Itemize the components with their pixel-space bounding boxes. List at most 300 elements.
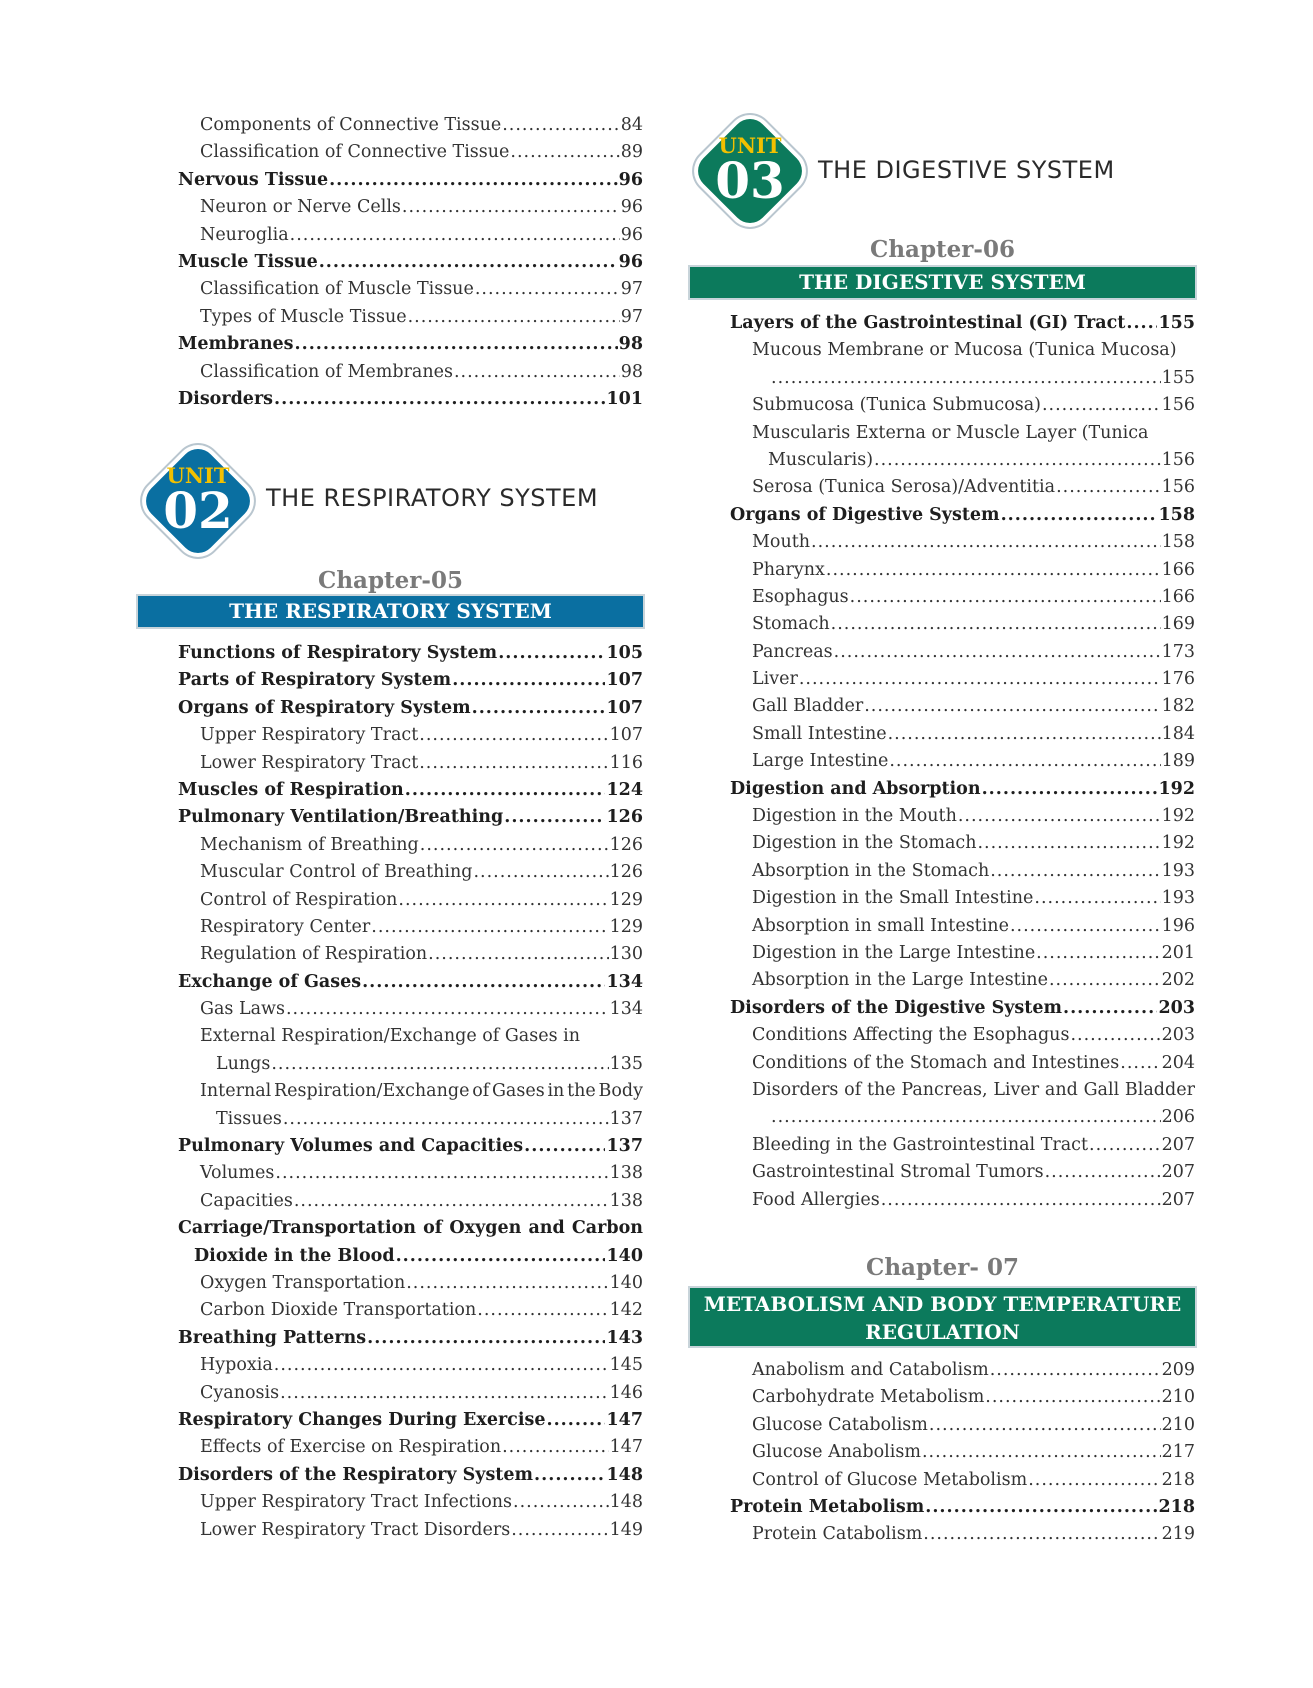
toc-leader-dots — [1089, 1132, 1161, 1159]
toc-leader-dots — [452, 667, 605, 694]
toc-leader-dots — [274, 386, 605, 413]
toc-page-number: 146 — [609, 1382, 643, 1403]
toc-leader-dots — [1034, 885, 1160, 912]
toc-page-number: 218 — [1158, 1496, 1195, 1517]
toc-entry[interactable] — [178, 1352, 643, 1379]
toc-entry[interactable] — [730, 967, 1195, 994]
toc-leader-dots — [985, 1384, 1160, 1411]
toc-entry-title: Respiratory Changes During Exercise — [178, 1409, 546, 1430]
toc-entry-title: Muscular Control of Breathing — [200, 862, 473, 883]
unit-title: THE DIGESTIVE SYSTEM — [818, 156, 1115, 184]
toc-entry-title: Upper Respiratory Tract Infections — [200, 1492, 513, 1513]
toc-entry-title: Digestion and Absorption — [730, 778, 981, 799]
toc-entry[interactable] — [730, 1187, 1195, 1214]
toc-entry[interactable] — [178, 1106, 643, 1133]
toc-leader-dots — [982, 776, 1158, 803]
toc-entry-title: Capacities — [200, 1190, 293, 1211]
toc-page-number: 149 — [609, 1519, 643, 1540]
toc-entry[interactable] — [178, 167, 643, 194]
toc-entry[interactable] — [178, 1160, 643, 1187]
toc-entry-title: Muscularis) — [768, 449, 874, 470]
toc-entry-title: Volumes — [200, 1163, 275, 1184]
toc-word: Liver — [993, 1079, 1040, 1100]
toc-entry-title: Pancreas — [752, 641, 833, 662]
toc-entry[interactable] — [730, 1104, 1195, 1131]
toc-leader-dots — [367, 1325, 605, 1352]
toc-leader-dots — [546, 1407, 605, 1434]
toc-list-unit01-tail — [178, 112, 643, 413]
toc-page-number: 166 — [1161, 559, 1195, 580]
toc-page-number: 148 — [609, 1492, 643, 1513]
toc-entry[interactable] — [178, 1462, 643, 1489]
toc-entry-title: Classification of Connective Tissue — [200, 142, 510, 163]
toc-page-number: 210 — [1161, 1387, 1195, 1408]
toc-page-number: 217 — [1161, 1442, 1195, 1463]
toc-entry[interactable] — [178, 667, 643, 694]
toc-entry[interactable] — [730, 611, 1195, 638]
toc-page-number: 176 — [1161, 669, 1195, 690]
toc-word: Gases — [491, 1081, 545, 1102]
toc-leader-dots — [990, 1357, 1161, 1384]
toc-leader-dots — [329, 167, 618, 194]
toc-page-number: 193 — [1161, 860, 1195, 881]
toc-list-chapter05 — [178, 640, 643, 1544]
toc-entry-title: Lower Respiratory Tract — [200, 752, 419, 773]
toc-page-number: 156 — [1161, 449, 1195, 470]
toc-entry[interactable] — [730, 365, 1195, 392]
toc-entry[interactable] — [178, 139, 643, 166]
toc-entry-title: Stomach — [752, 614, 830, 635]
toc-entry-title: Absorption in small Intestine — [752, 915, 1009, 936]
toc-entry[interactable] — [730, 1077, 1195, 1104]
unit-number: 03 — [715, 151, 785, 210]
toc-entry[interactable] — [178, 969, 643, 996]
toc-page-number: 96 — [620, 197, 643, 218]
toc-entry[interactable] — [730, 748, 1195, 775]
toc-leader-dots — [923, 1521, 1160, 1548]
toc-leader-dots — [1056, 474, 1161, 501]
toc-word: in — [547, 1081, 565, 1102]
toc-word: the — [866, 1079, 896, 1100]
toc-entry[interactable] — [730, 940, 1195, 967]
toc-leader-dots — [958, 803, 1161, 830]
toc-leader-dots — [502, 112, 619, 139]
toc-entry[interactable] — [730, 639, 1195, 666]
toc-entry[interactable] — [730, 1521, 1195, 1548]
toc-page-number: 137 — [606, 1136, 643, 1157]
toc-entry[interactable] — [178, 1407, 643, 1434]
toc-entry[interactable] — [178, 887, 643, 914]
toc-leader-dots — [1049, 967, 1161, 994]
toc-entry-title: Digestion in the Large Intestine — [752, 942, 1036, 963]
toc-entry-title: Mucous Membrane or Mucosa (Tunica Mucosa) — [752, 340, 1177, 361]
toc-entry-title: Small Intestine — [752, 723, 887, 744]
toc-entry-title — [200, 1078, 643, 1105]
toc-entry-title: Protein Metabolism — [730, 1496, 925, 1517]
toc-page-number: 129 — [609, 889, 643, 910]
toc-entry[interactable] — [178, 914, 643, 941]
toc-entry[interactable] — [178, 695, 643, 722]
toc-leader-dots — [405, 777, 606, 804]
toc-leader-dots — [977, 830, 1160, 857]
toc-word: Gall — [1083, 1079, 1120, 1100]
toc-entry[interactable] — [178, 1023, 643, 1050]
chapter-label: Chapter-05 — [318, 567, 463, 594]
toc-leader-dots — [362, 969, 605, 996]
chapter-title-bar: THE DIGESTIVE SYSTEM — [690, 267, 1195, 298]
toc-page-number: 193 — [1161, 888, 1195, 909]
toc-entry-title: Gas Laws — [200, 999, 285, 1020]
toc-leader-dots — [1070, 1022, 1160, 1049]
toc-entry[interactable] — [730, 529, 1195, 556]
toc-leader-dots — [420, 832, 609, 859]
unit-title: THE RESPIRATORY SYSTEM — [266, 484, 599, 512]
toc-leader-dots — [294, 1188, 609, 1215]
toc-entry[interactable] — [730, 447, 1195, 474]
toc-page-number: 202 — [1161, 970, 1195, 991]
toc-leader-dots — [990, 858, 1160, 885]
toc-entry[interactable] — [178, 804, 643, 831]
toc-entry[interactable] — [178, 359, 643, 386]
toc-entry[interactable] — [730, 666, 1195, 693]
toc-page-number: 206 — [1161, 1107, 1195, 1128]
toc-entry-title: Dioxide in the Blood — [194, 1245, 395, 1266]
toc-page-number: 124 — [606, 779, 643, 800]
toc-leader-dots — [511, 1517, 608, 1544]
toc-entry[interactable] — [730, 474, 1195, 501]
toc-page-number: 107 — [609, 725, 643, 746]
toc-entry[interactable] — [730, 995, 1195, 1022]
toc-entry-title — [178, 1215, 643, 1242]
toc-page-number: 126 — [609, 862, 643, 883]
toc-page-number: 101 — [606, 388, 643, 409]
toc-entry-title: Digestion in the Stomach — [752, 833, 977, 854]
toc-entry-title: Large Intestine — [752, 751, 889, 772]
toc-entry[interactable] — [730, 584, 1195, 611]
toc-entry-title: Absorption in the Large Intestine — [752, 970, 1048, 991]
toc-word: Internal — [200, 1081, 272, 1102]
toc-entry-title: Carbon Dioxide Transportation — [200, 1300, 477, 1321]
toc-page-number: 126 — [609, 834, 643, 855]
toc-leader-dots — [477, 1297, 608, 1324]
toc-page-number: 158 — [1158, 504, 1195, 525]
toc-entry[interactable] — [178, 1297, 643, 1324]
toc-leader-dots — [534, 1462, 605, 1489]
toc-entry[interactable] — [178, 1380, 643, 1407]
toc-page-number: 196 — [1161, 915, 1195, 936]
toc-entry[interactable] — [178, 722, 643, 749]
toc-entry-title: Mechanism of Breathing — [200, 834, 419, 855]
toc-entry[interactable] — [730, 557, 1195, 584]
toc-entry-title: Neuron or Nerve Cells — [200, 197, 401, 218]
toc-leader-dots — [864, 693, 1160, 720]
toc-page-number: 155 — [1161, 367, 1195, 388]
toc-entry-title: Glucose Anabolism — [752, 1442, 921, 1463]
toc-leader-dots — [472, 695, 606, 722]
toc-entry[interactable] — [178, 1133, 643, 1160]
toc-entry-title: Regulation of Respiration — [200, 944, 428, 965]
toc-page-number: 192 — [1158, 778, 1195, 799]
toc-page-number: 140 — [609, 1272, 643, 1293]
toc-entry[interactable] — [730, 310, 1195, 337]
toc-entry[interactable] — [178, 304, 643, 331]
toc-leader-dots — [1042, 392, 1161, 419]
toc-entry-title: Anabolism and Catabolism — [752, 1360, 989, 1380]
toc-page-number: 156 — [1161, 477, 1195, 498]
toc-word: Pancreas, — [901, 1079, 988, 1100]
toc-entry[interactable] — [730, 830, 1195, 857]
toc-leader-dots — [925, 1494, 1157, 1521]
toc-page-number: 148 — [606, 1464, 643, 1485]
toc-entry[interactable] — [178, 112, 643, 139]
toc-entry-title: Respiratory Center — [200, 916, 371, 937]
toc-leader-dots — [286, 996, 609, 1023]
toc-leader-dots — [280, 1380, 609, 1407]
toc-leader-dots — [513, 1489, 609, 1516]
toc-entry-title: Digestion in the Mouth — [752, 806, 957, 827]
chapter-title-line: METABOLISM AND BODY TEMPERATURE — [703, 1292, 1182, 1316]
toc-page-number: 147 — [609, 1437, 643, 1458]
toc-list-chapter07 — [730, 1357, 1195, 1549]
toc-entry-title: Digestion in the Small Intestine — [752, 888, 1034, 909]
toc-leader-dots — [274, 1352, 609, 1379]
toc-word: Carbon — [571, 1218, 643, 1239]
toc-page-number: 147 — [606, 1409, 643, 1430]
toc-entry-title: Organs of Digestive System — [730, 504, 1000, 525]
toc-entry[interactable] — [730, 420, 1195, 447]
toc-entry[interactable] — [178, 1243, 643, 1270]
toc-page-number: 107 — [606, 670, 643, 691]
toc-entry-title: Lower Respiratory Tract Disorders — [200, 1519, 511, 1540]
toc-entry-title: Functions of Respiratory System — [178, 643, 498, 663]
toc-entry[interactable] — [730, 337, 1195, 364]
toc-entry-title: Layers of the Gastrointestinal (GI) Tract — [730, 313, 1126, 333]
toc-entry[interactable] — [178, 1434, 643, 1461]
toc-entry-title: Disorders of the Respiratory System — [178, 1464, 534, 1485]
toc-entry-title: Nervous Tissue — [178, 169, 329, 190]
toc-entry[interactable] — [730, 1357, 1195, 1384]
toc-entry[interactable] — [178, 1325, 643, 1352]
toc-entry[interactable] — [730, 1050, 1195, 1077]
toc-entry[interactable] — [178, 859, 643, 886]
toc-leader-dots — [319, 249, 618, 276]
toc-page-number: 192 — [1161, 806, 1195, 827]
toc-entry[interactable] — [730, 1384, 1195, 1411]
toc-entry[interactable] — [178, 331, 643, 358]
toc-entry-title: Mouth — [752, 532, 811, 553]
toc-entry[interactable] — [178, 750, 643, 777]
toc-entry[interactable] — [730, 392, 1195, 419]
toc-entry[interactable] — [730, 1132, 1195, 1159]
toc-page-number: 137 — [609, 1108, 643, 1129]
toc-entry-title: Effects of Exercise on Respiration — [200, 1437, 502, 1458]
toc-page-number: 126 — [606, 807, 643, 828]
toc-entry[interactable] — [730, 1159, 1195, 1186]
toc-page-number: 166 — [1161, 586, 1195, 607]
toc-entry[interactable] — [178, 1517, 643, 1544]
toc-entry-title: Conditions of the Stomach and Intestines — [752, 1052, 1120, 1073]
toc-page-number: 96 — [620, 224, 643, 245]
toc-page-number: 219 — [1161, 1524, 1195, 1545]
toc-entry[interactable] — [730, 1467, 1195, 1494]
toc-entry-title: Lungs — [216, 1053, 271, 1074]
toc-entry[interactable] — [730, 1412, 1195, 1439]
toc-entry[interactable] — [178, 1188, 643, 1215]
toc-entry-title: Pharynx — [752, 559, 825, 580]
toc-page-number: 130 — [609, 944, 643, 965]
unit-number: 02 — [163, 481, 233, 540]
toc-entry-title: Classification of Membranes — [200, 361, 453, 382]
toc-entry-title: Protein Catabolism — [752, 1524, 923, 1545]
toc-word: and — [528, 1218, 565, 1239]
toc-entry[interactable] — [730, 693, 1195, 720]
toc-leader-dots — [402, 194, 620, 221]
toc-entry[interactable] — [178, 832, 643, 859]
toc-leader-dots — [1045, 1159, 1161, 1186]
toc-entry-title: Muscle Tissue — [178, 251, 318, 272]
toc-entry-title: Hypoxia — [200, 1355, 273, 1376]
toc-leader-dots — [874, 447, 1161, 474]
chapter-label: Chapter- 07 — [866, 1254, 1019, 1281]
toc-leader-dots — [1120, 1050, 1160, 1077]
toc-entry-title: Neuroglia — [200, 224, 289, 245]
toc-word: Bladder — [1124, 1079, 1195, 1100]
toc-entry[interactable] — [178, 996, 643, 1023]
toc-page-number: 155 — [1158, 313, 1195, 333]
chapter-label: Chapter-06 — [870, 236, 1015, 263]
toc-leader-dots — [1028, 1467, 1160, 1494]
toc-leader-dots — [889, 748, 1160, 775]
toc-entry[interactable] — [178, 777, 643, 804]
toc-entry[interactable] — [730, 721, 1195, 748]
toc-entry-title: Absorption in the Stomach — [752, 860, 990, 881]
toc-entry[interactable] — [178, 276, 643, 303]
toc-entry-title: Cyanosis — [200, 1382, 280, 1403]
toc-page-number: 201 — [1161, 942, 1195, 963]
toc-page-number: 207 — [1161, 1162, 1195, 1183]
toc-entry-title: Esophagus — [752, 586, 849, 607]
toc-page-number: 207 — [1161, 1134, 1195, 1155]
toc-page-number: 116 — [609, 752, 643, 773]
toc-entry[interactable] — [730, 1494, 1195, 1521]
toc-entry-title: Organs of Respiratory System — [178, 697, 471, 718]
toc-page-number: 98 — [620, 361, 643, 382]
toc-entry[interactable] — [730, 913, 1195, 940]
toc-leader-dots — [504, 804, 605, 831]
toc-entry[interactable] — [178, 1270, 643, 1297]
toc-entry-title: Classification of Muscle Tissue — [200, 279, 474, 300]
toc-entry-title — [752, 1077, 1195, 1104]
toc-leader-dots — [1001, 502, 1158, 529]
toc-leader-dots — [881, 1187, 1161, 1214]
toc-entry[interactable] — [178, 1215, 643, 1242]
toc-page-number: 107 — [606, 697, 643, 718]
toc-leader-dots — [831, 611, 1161, 638]
unit-label: UNIT — [718, 133, 782, 158]
toc-leader-dots — [475, 276, 620, 303]
toc-page-number: 189 — [1161, 751, 1195, 772]
toc-page-number: 105 — [606, 643, 643, 663]
toc-word: of — [844, 1079, 862, 1100]
toc-entry[interactable] — [730, 885, 1195, 912]
toc-page-number: 96 — [618, 169, 643, 190]
toc-entry-title: Bleeding in the Gastrointestinal Tract — [752, 1134, 1089, 1155]
toc-entry[interactable] — [178, 222, 643, 249]
toc-leader-dots — [406, 1270, 608, 1297]
toc-leader-dots — [929, 1412, 1161, 1439]
toc-entry[interactable] — [178, 640, 643, 667]
toc-page-number: 134 — [606, 971, 643, 992]
toc-page-number: 134 — [609, 999, 643, 1020]
toc-entry[interactable] — [730, 858, 1195, 885]
toc-leader-dots — [834, 639, 1161, 666]
toc-word: Respiration/Exchange — [274, 1081, 470, 1102]
toc-entry[interactable] — [730, 502, 1195, 529]
toc-entry[interactable] — [730, 803, 1195, 830]
toc-page-number: 98 — [618, 334, 643, 355]
toc-entry[interactable] — [178, 1051, 643, 1078]
toc-entry[interactable] — [730, 1022, 1195, 1049]
toc-word: the — [567, 1081, 596, 1102]
toc-word: and — [1044, 1079, 1078, 1100]
toc-leader-dots — [398, 887, 608, 914]
toc-entry[interactable] — [730, 776, 1195, 803]
toc-leader-dots — [295, 331, 618, 358]
toc-entry-title: Tissues — [216, 1108, 282, 1129]
toc-leader-dots — [428, 941, 608, 968]
toc-page-number: 84 — [620, 115, 643, 135]
toc-entry-title: Glucose Catabolism — [752, 1414, 928, 1435]
toc-word: of — [423, 1218, 443, 1239]
unit-label: UNIT — [166, 463, 230, 488]
toc-entry[interactable] — [178, 194, 643, 221]
toc-entry-title: Components of Connective Tissue — [200, 115, 502, 135]
toc-page-number: 184 — [1161, 723, 1195, 744]
toc-page-number: 209 — [1161, 1360, 1195, 1380]
toc-entry-title: Breathing Patterns — [178, 1327, 367, 1348]
toc-page-number: 218 — [1161, 1469, 1195, 1490]
toc-entry[interactable] — [178, 1078, 643, 1105]
toc-entry-title: Muscles of Respiration — [178, 779, 404, 800]
chapter-title-bar: THE RESPIRATORY SYSTEM — [138, 596, 643, 627]
toc-page-number: 89 — [620, 142, 643, 163]
toc-leader-dots — [771, 1104, 1161, 1131]
toc-entry-title: Control of Respiration — [200, 889, 398, 910]
toc-entry[interactable] — [178, 249, 643, 276]
toc-entry[interactable] — [178, 941, 643, 968]
toc-page-number: 192 — [1161, 833, 1195, 854]
toc-leader-dots — [275, 1160, 608, 1187]
toc-entry[interactable] — [178, 386, 643, 413]
toc-leader-dots — [498, 640, 605, 667]
toc-page-number: 97 — [620, 279, 643, 300]
toc-entry-title: Membranes — [178, 334, 294, 355]
toc-leader-dots — [454, 359, 620, 386]
toc-word: Carriage/Transportation — [178, 1218, 417, 1239]
toc-entry[interactable] — [178, 1489, 643, 1516]
toc-entry-title: Disorders — [178, 388, 274, 409]
toc-leader-dots — [271, 1051, 608, 1078]
toc-page-number: 203 — [1158, 997, 1195, 1018]
toc-page-number: 142 — [609, 1300, 643, 1321]
toc-entry[interactable] — [730, 1439, 1195, 1466]
toc-page-number: 169 — [1161, 614, 1195, 635]
toc-leader-dots — [922, 1439, 1161, 1466]
toc-leader-dots — [510, 139, 619, 166]
toc-leader-dots — [811, 529, 1161, 556]
toc-leader-dots — [502, 1434, 608, 1461]
chapter-title-line: REGULATION — [865, 1320, 1020, 1344]
